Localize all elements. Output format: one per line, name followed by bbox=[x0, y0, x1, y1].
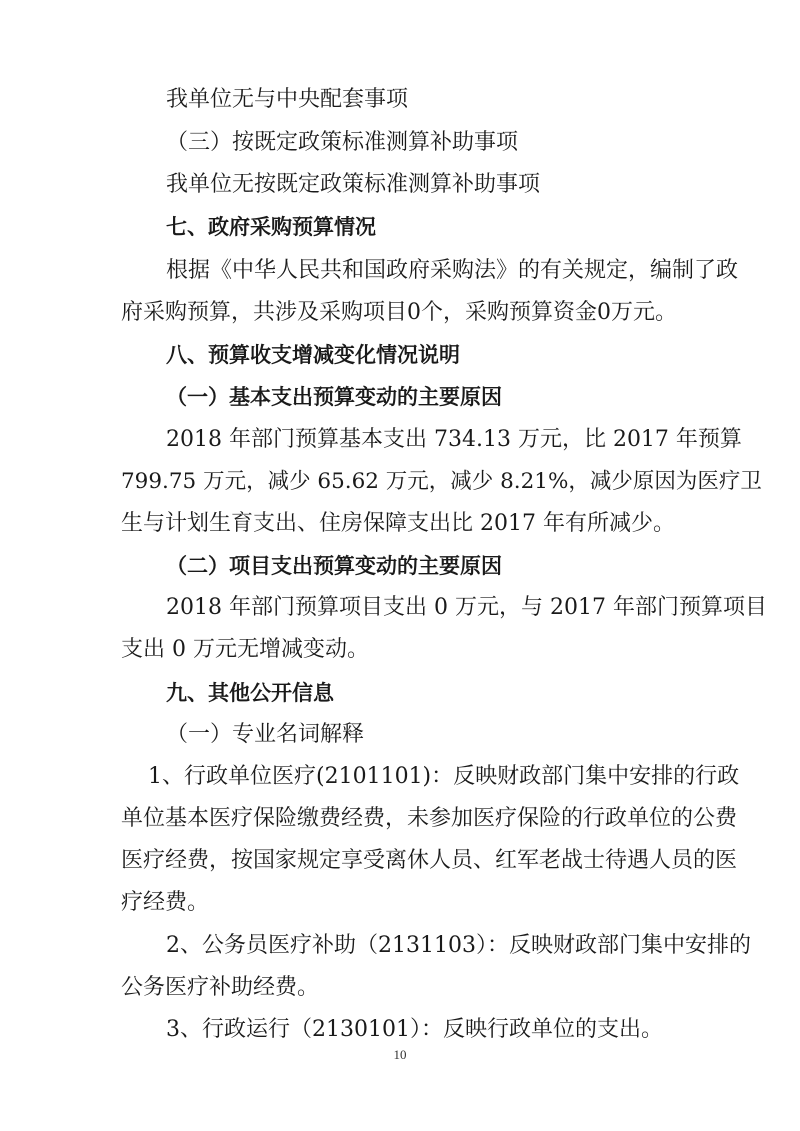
text-line: 2018 年部门预算基本支出 734.13 万元，比 2017 年预算 bbox=[166, 427, 742, 452]
text-line: 单位基本医疗保险缴费经费，未参加医疗保险的行政单位的公费 bbox=[121, 806, 738, 831]
text-line: 3、行政运行（2130101）：反映行政单位的支出。 bbox=[166, 1017, 663, 1042]
text-line: 生与计划生育支出、住房保障支出比 2017 年有所减少。 bbox=[121, 511, 675, 536]
text-line: 2、公务员医疗补助（2131103）：反映财政部门集中安排的 bbox=[166, 933, 751, 958]
subsection-heading: （二）项目支出预算变动的主要原因 bbox=[166, 554, 502, 578]
text-line: 疗经费。 bbox=[121, 890, 210, 915]
text-line: 我单位无按既定政策标准测算补助事项 bbox=[166, 172, 541, 197]
text-line: 医疗经费，按国家规定享受离休人员、红军老战士待遇人员的医 bbox=[121, 848, 738, 873]
page-number: 10 bbox=[393, 1047, 407, 1062]
text-line: 799.75 万元，减少 65.62 万元，减少 8.21%，减少原因为医疗卫 bbox=[121, 469, 762, 494]
subsection-heading: （一）基本支出预算变动的主要原因 bbox=[166, 385, 502, 409]
text-line: 支出 0 万元无增减变动。 bbox=[121, 637, 369, 662]
text-line: 府采购预算，共涉及采购项目0个，采购预算资金0万元。 bbox=[121, 300, 677, 325]
section-heading: 七、政府采购预算情况 bbox=[166, 215, 376, 239]
section-heading: 八、预算收支增减变化情况说明 bbox=[166, 343, 460, 367]
text-line: 我单位无与中央配套事项 bbox=[166, 87, 409, 112]
text-line: 根据《中华人民共和国政府采购法》的有关规定，编制了政 bbox=[166, 258, 739, 283]
text-line: 1、行政单位医疗(2101101)：反映财政部门集中安排的行政 bbox=[148, 764, 740, 789]
text-line: 公务医疗补助经费。 bbox=[121, 975, 320, 1000]
section-heading: （三）按既定政策标准测算补助事项 bbox=[166, 130, 519, 155]
text-line: 2018 年部门预算项目支出 0 万元，与 2017 年部门预算项目 bbox=[166, 595, 767, 620]
subsection-heading: （一）专业名词解释 bbox=[166, 722, 365, 747]
section-heading: 九、其他公开信息 bbox=[166, 681, 334, 705]
